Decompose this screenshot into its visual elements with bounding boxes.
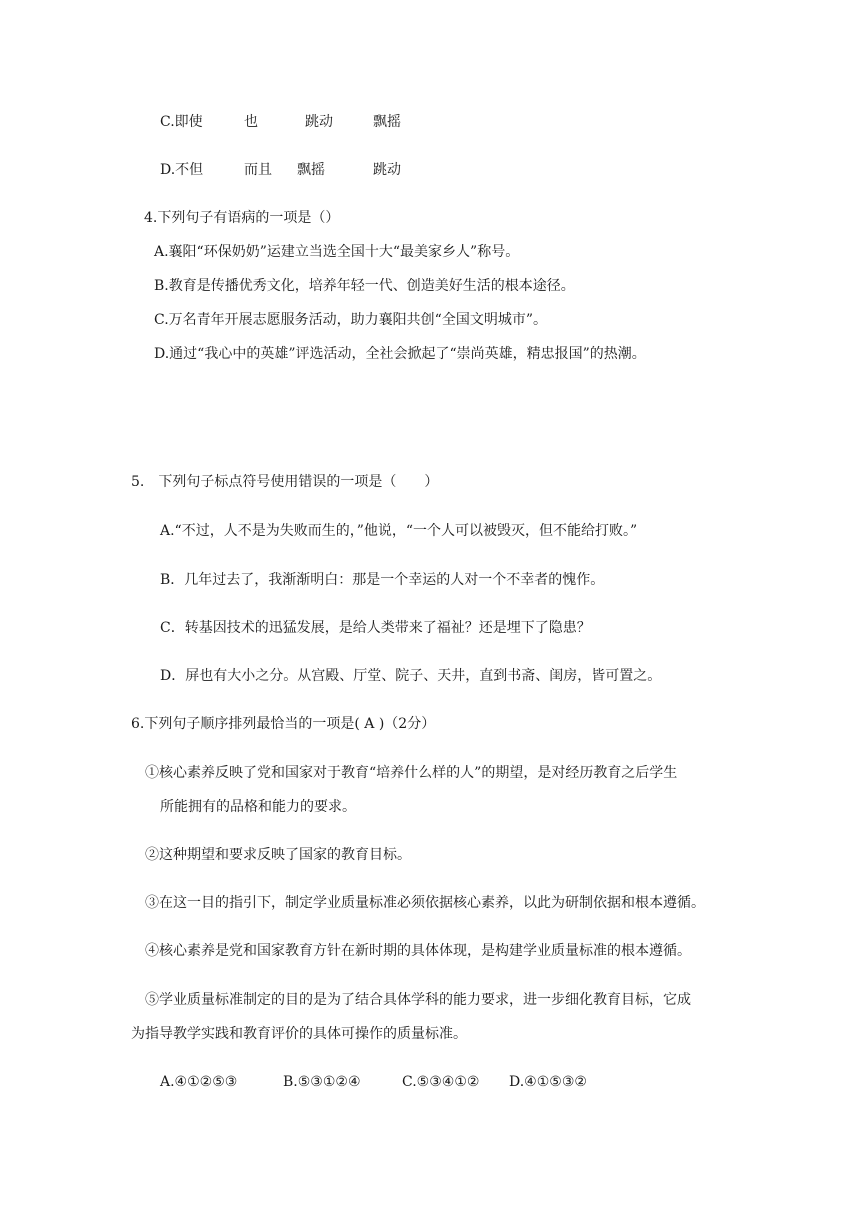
q5-option-c: C．转基因技术的迅猛发展，是给人类带来了福祉？还是埋下了隐患？ — [160, 620, 591, 636]
q3-option-c-word2: 跳动 — [305, 114, 333, 130]
q6-option-a: A.④①②⑤③ — [160, 1074, 238, 1090]
q6-sentence-1-line2: 所能拥有的品格和能力的要求。 — [160, 799, 356, 815]
q6-option-b: B.⑤③①②④ — [283, 1074, 361, 1090]
q5-stem: 5. 下列句子标点符号使用错误的一项是（ ） — [131, 474, 439, 490]
q6-stem: 6.下列句子顺序排列最恰当的一项是( A )（2分） — [131, 716, 436, 732]
q5-option-d: D．屏也有大小之分。从宫殿、厅堂、院子、天井，直到书斋、闺房，皆可置之。 — [160, 668, 662, 684]
q6-sentence-5-line2: 为指导教学实践和教育评价的具体可操作的质量标准。 — [131, 1026, 467, 1042]
q6-sentence-4: ④核心素养是党和国家教育方针在新时期的具体体现，是构建学业质量标准的根本遵循。 — [145, 943, 691, 959]
q3-option-c-word3: 飘摇 — [373, 114, 401, 130]
q6-option-d: D.④①⑤③② — [509, 1074, 587, 1090]
q4-stem: 4.下列句子有语病的一项是（） — [144, 210, 340, 226]
q6-sentence-3: ③在这一目的指引下，制定学业质量标准必须依据核心素养，以此为研制依据和根本遵循。 — [145, 895, 705, 911]
q3-option-d-word1: 而且 — [244, 162, 272, 178]
q6-sentence-1-line1: ①核心素养反映了党和国家对于教育“培养什么样的人”的期望，是对经历教育之后学生 — [145, 765, 678, 781]
q6-option-c: C.⑤③④①② — [402, 1074, 480, 1090]
q5-option-b: B．几年过去了，我渐渐明白：那是一个幸运的人对一个不幸者的愧作。 — [160, 572, 605, 588]
q3-option-c-label: C.即使 — [160, 114, 203, 130]
q5-option-a: A.“不过，人不是为失败而生的，”他说，“一个人可以被毁灭，但不能给打败。” — [160, 523, 638, 539]
q6-sentence-5-line1: ⑤学业质量标准制定的目的是为了结合具体学科的能力要求，进一步细化教育目标，它成 — [145, 992, 691, 1008]
q3-option-d-label: D.不但 — [160, 162, 204, 178]
q3-option-d-word2: 飘摇 — [297, 162, 325, 178]
q4-option-c: C.万名青年开展志愿服务活动，助力襄阳共创“全国文明城市”。 — [154, 312, 547, 328]
q3-option-c-word1: 也 — [244, 114, 258, 130]
q4-option-a: A.襄阳“环保奶奶”运建立当选全国十大“最美家乡人”称号。 — [154, 244, 520, 260]
q6-sentence-2: ②这种期望和要求反映了国家的教育目标。 — [145, 847, 411, 863]
q3-option-d-word3: 跳动 — [373, 162, 401, 178]
q4-option-d: D.通过“我心中的英雄”评选活动，全社会掀起了“崇尚英雄，精忠报国”的热潮。 — [154, 346, 646, 362]
q4-option-b: B.教育是传播优秀文化，培养年轻一代、创造美好生活的根本途径。 — [154, 278, 575, 294]
